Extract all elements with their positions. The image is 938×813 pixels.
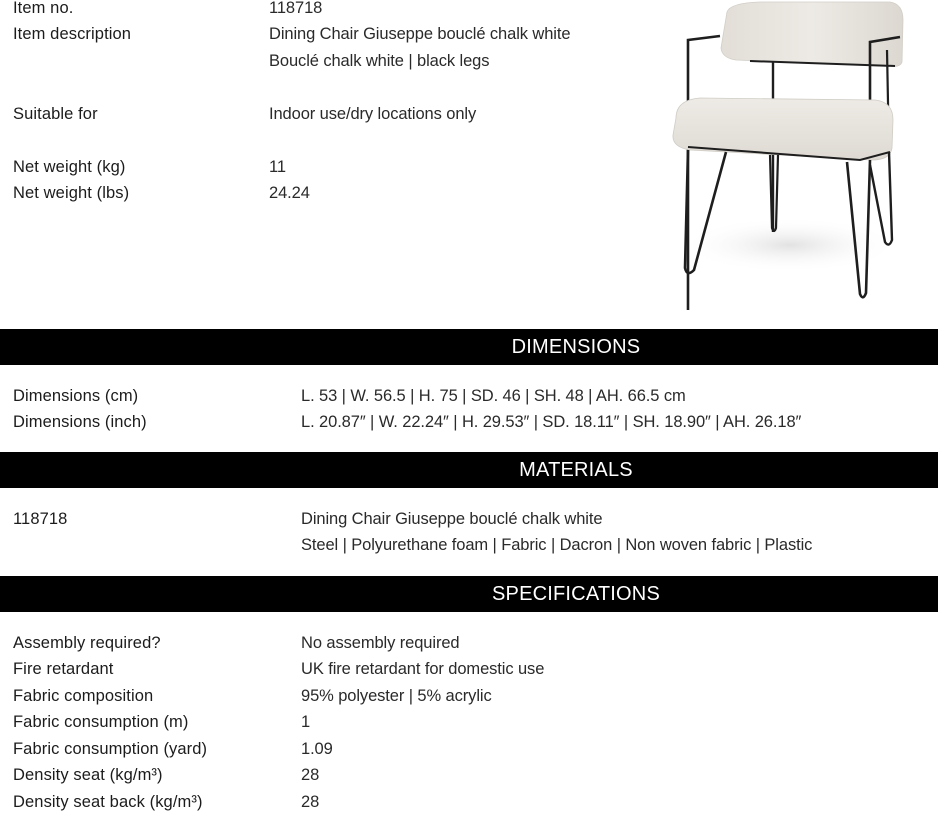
spec-label: Assembly required?: [13, 634, 161, 652]
spec-row-density-seat: [0, 762, 938, 788]
info-value: 24.24: [269, 184, 310, 202]
specifications-title: SPECIFICATIONS: [491, 583, 660, 605]
spec-value: 28: [301, 766, 320, 784]
spec-row-density-seat-back: [0, 789, 938, 813]
spec-row-fabric-consumption-m: [0, 709, 938, 735]
info-label: Item no.: [13, 0, 74, 17]
spec-label: Fabric consumption (m): [13, 713, 189, 731]
info-label: Suitable for: [13, 105, 98, 123]
info-value: 118718: [269, 0, 323, 17]
dimensions-value: L. 20.87″ | W. 22.24″ | H. 29.53″ | SD. 18.11″ | SH. 18.90″ | AH. 26.18″: [301, 413, 802, 431]
materials-value: Dining Chair Giuseppe bouclé chalk white: [301, 510, 603, 528]
chair-illustration-icon: [655, 0, 938, 310]
spec-row-fabric-composition: [0, 683, 938, 709]
spec-row-fabric-consumption-yard: [0, 736, 938, 762]
spec-label: Fabric composition: [13, 687, 154, 705]
dimensions-row-cm: [0, 383, 938, 409]
dimensions-row-inch: [0, 409, 938, 435]
materials-title: MATERIALS: [519, 459, 633, 481]
spec-label: Density seat back (kg/m³): [13, 793, 203, 811]
specifications-header-bar: [0, 576, 938, 612]
info-label: Net weight (lbs): [13, 184, 130, 202]
info-label: Net weight (kg): [13, 158, 126, 176]
spec-value: 1.09: [301, 740, 333, 758]
spec-row-fire-retardant: [0, 656, 938, 682]
info-value: 11: [269, 158, 286, 176]
materials-label: 118718: [13, 510, 68, 528]
spec-row-assembly: [0, 630, 938, 656]
spec-value: 95% polyester | 5% acrylic: [301, 687, 492, 705]
info-value: Indoor use/dry locations only: [269, 105, 477, 123]
spec-value: 1: [301, 713, 311, 731]
materials-row-composition: [0, 532, 938, 558]
spec-label: Density seat (kg/m³): [13, 766, 163, 784]
spec-value: UK fire retardant for domestic use: [301, 660, 545, 678]
dimensions-header-bar: [0, 329, 938, 365]
spec-value: No assembly required: [301, 634, 460, 652]
dimensions-title: DIMENSIONS: [511, 336, 641, 358]
info-value: Dining Chair Giuseppe bouclé chalk white: [269, 25, 571, 43]
dimensions-value: L. 53 | W. 56.5 | H. 75 | SD. 46 | SH. 48 | AH. 66.5 cm: [301, 387, 686, 405]
info-label: Item description: [13, 25, 132, 43]
chair-product-image: [655, 0, 938, 310]
info-value: Bouclé chalk white | black legs: [269, 52, 490, 70]
materials-row-item: [0, 506, 938, 532]
spec-label: Fire retardant: [13, 660, 114, 678]
materials-value: Steel | Polyurethane foam | Fabric | Dacron | Non woven fabric | Plastic: [301, 536, 813, 554]
dimensions-label: Dimensions (inch): [13, 413, 147, 431]
spec-value: 28: [301, 793, 320, 811]
materials-header-bar: [0, 452, 938, 488]
spec-label: Fabric consumption (yard): [13, 740, 208, 758]
dimensions-label: Dimensions (cm): [13, 387, 139, 405]
